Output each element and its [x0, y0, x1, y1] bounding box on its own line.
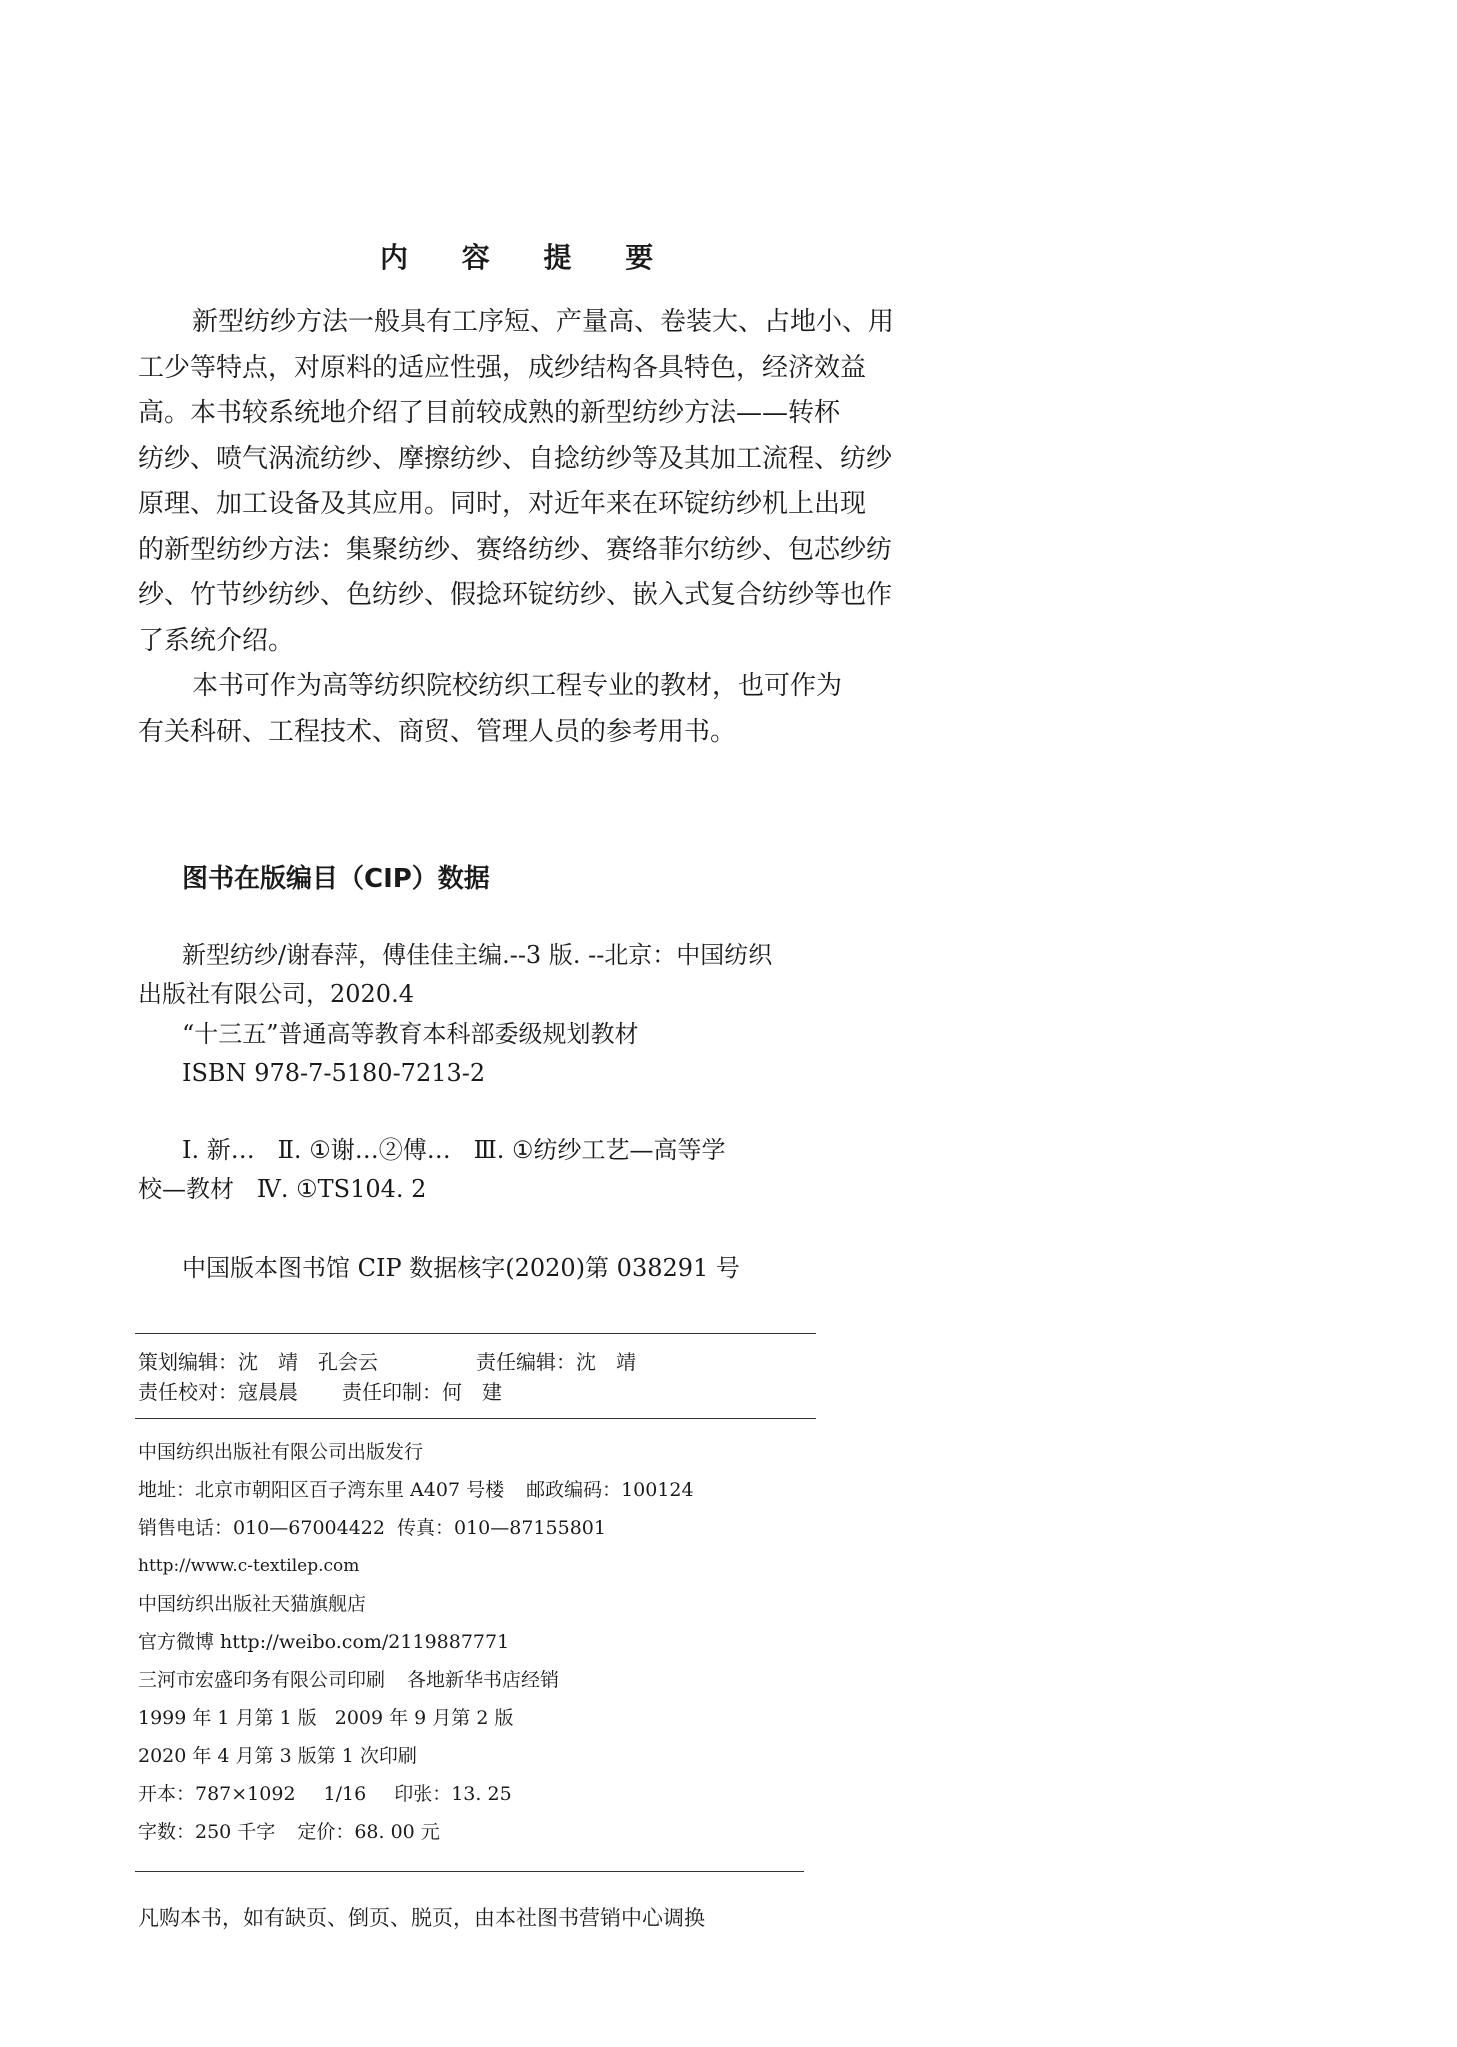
price: 定价：68. 00 元	[297, 1821, 440, 1843]
edition-1: 1999 年 1 月第 1 版	[138, 1707, 317, 1729]
fax: 传真：010—87155801	[396, 1517, 606, 1539]
printer: 三河市宏盛印务有限公司印刷	[138, 1669, 386, 1691]
cip-isbn: ISBN 978-7-5180-7213-2	[182, 1059, 486, 1087]
price-row	[138, 1819, 440, 1845]
website-link[interactable]: http://www.c-textilep.com	[138, 1556, 360, 1576]
summary-line: 有关科研、工程技术、商贸、管理人员的参考用书。	[138, 716, 737, 747]
sales-phone: 销售电话：010—67004422	[138, 1517, 385, 1539]
print-supervisor-label: 责任印制：	[342, 1380, 442, 1404]
credits-row-2	[138, 1379, 502, 1405]
address: 地址：北京市朝阳区百子湾东里 A407 号楼	[138, 1479, 505, 1501]
responsible-editor-name: 沈 靖	[576, 1350, 636, 1374]
summary-paragraph-1	[138, 300, 895, 664]
planning-editor-label: 策划编辑：	[138, 1350, 238, 1374]
distributor: 各地新华书店经销	[407, 1669, 560, 1691]
summary-line: 工少等特点，对原料的适应性强，成纱结构各具特色，经济效益	[138, 352, 867, 383]
print-supervisor-name: 何 建	[442, 1380, 502, 1404]
postcode: 邮政编码：100124	[526, 1479, 694, 1501]
tmall-store: 中国纺织出版社天猫旗舰店	[138, 1593, 367, 1615]
divider	[135, 1333, 816, 1334]
summary-line: 的新型纺纱方法：集聚纺纱、赛络纺纱、赛络菲尔纺纱、包芯纱纺	[138, 534, 893, 565]
cip-heading: 图书在版编目（CIP）数据	[182, 864, 490, 894]
cip-subject-line: 校—教材 Ⅳ. ①TS104. 2	[138, 1175, 427, 1203]
format-fraction: 1/16	[323, 1783, 367, 1805]
summary-line: 纺纱、喷气涡流纺纱、摩擦纺纱、自捻纺纱等及其加工流程、纺纱	[138, 443, 893, 474]
weibo: 官方微博 http://weibo.com/2119887771	[138, 1631, 510, 1653]
summary-paragraph-2	[138, 664, 843, 755]
proofreader-name: 寇晨晨	[238, 1380, 298, 1404]
planning-editor-names: 沈 靖 孔会云	[238, 1350, 378, 1374]
footer-note: 凡购本书，如有缺页、倒页、脱页，由本社图书营销中心调换	[138, 1906, 705, 1930]
summary-line: 新型纺纱方法一般具有工序短、产量高、卷装大、占地小、用	[192, 307, 895, 337]
summary-line: 原理、加工设备及其应用。同时，对近年来在环锭纺纱机上出现	[138, 489, 867, 519]
divider	[135, 1418, 816, 1419]
cip-verification: 中国版本图书馆 CIP 数据核字(2020)第 038291 号	[182, 1254, 740, 1282]
cip-subject-line: Ⅰ. 新… Ⅱ. ①谢…②傅… Ⅲ. ①纺纱工艺—高等学	[182, 1136, 726, 1164]
summary-line: 高。本书较系统地介绍了目前较成熟的新型纺纱方法——转杯	[138, 398, 841, 428]
summary-line: 本书可作为高等纺织院校纺织工程专业的教材，也可作为	[192, 671, 843, 701]
cip-record-line: 新型纺纱/谢春萍，傅佳佳主编.--3 版. --北京：中国纺织	[182, 941, 773, 969]
publisher: 中国纺织出版社有限公司出版发行	[138, 1441, 424, 1463]
summary-line: 纱、竹节纱纺纱、色纺纱、假捻环锭纺纱、嵌入式复合纺纱等也作	[138, 580, 893, 610]
word-count: 字数：250 千字	[138, 1821, 276, 1843]
divider	[135, 1871, 804, 1872]
phone-row	[138, 1515, 606, 1541]
summary-title: 内 容 提 要	[380, 241, 676, 274]
cip-record-line: 出版社有限公司，2020.4	[138, 980, 414, 1008]
proofreader-label: 责任校对：	[138, 1380, 238, 1404]
format-row	[138, 1781, 512, 1807]
edition-row	[138, 1705, 513, 1731]
cip-series: “十三五”普通高等教育本科部委级规划教材	[182, 1020, 639, 1048]
format: 开本：787×1092	[138, 1783, 296, 1805]
address-row	[138, 1477, 694, 1503]
printer-row	[138, 1667, 559, 1693]
credits-row-1	[138, 1349, 636, 1375]
current-printing: 2020 年 4 月第 3 版第 1 次印刷	[138, 1745, 417, 1767]
summary-line: 了系统介绍。	[138, 625, 295, 656]
responsible-editor-label: 责任编辑：	[476, 1350, 576, 1374]
sheets: 印张：13. 25	[394, 1783, 512, 1805]
edition-2: 2009 年 9 月第 2 版	[334, 1707, 514, 1729]
